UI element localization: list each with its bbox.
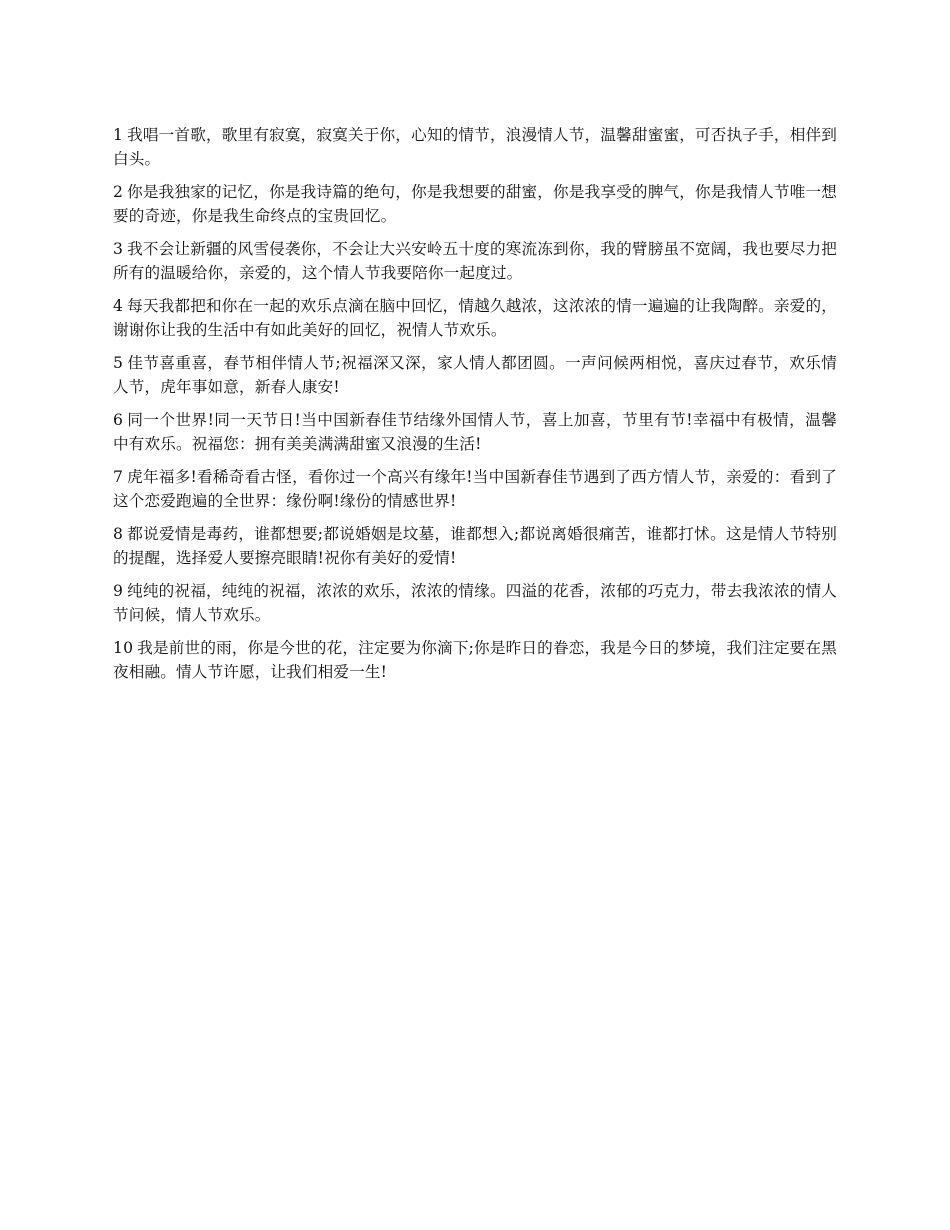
paragraph-number: 7	[113, 468, 124, 486]
paragraph-3	[113, 238, 837, 285]
paragraph-6	[113, 409, 837, 456]
paragraph-number: 9	[113, 582, 124, 600]
paragraph-text: 你是我独家的记忆，你是我诗篇的绝句，你是我想要的甜蜜，你是我享受的脾气，你是我情人节唯一想要的奇迹，你是我生命终点的宝贵回忆。	[113, 183, 837, 225]
paragraph-text: 每天我都把和你在一起的欢乐点滴在脑中回忆，情越久越浓，这浓浓的情一遍遍的让我陶醉。亲爱的，谢谢你让我的生活中有如此美好的回忆，祝情人节欢乐。	[113, 297, 837, 339]
paragraph-number: 6	[113, 411, 124, 429]
paragraph-number: 10	[113, 639, 134, 657]
paragraph-number: 3	[113, 240, 124, 258]
paragraph-text: 都说爱情是毒药，谁都想要;都说婚姻是坟墓，谁都想入;都说离婚很痛苦，谁都打怵。这是情人节特别的提醒，选择爱人要擦亮眼睛!祝你有美好的爱情!	[113, 525, 837, 567]
paragraph-1	[113, 124, 837, 171]
paragraph-number: 4	[113, 297, 124, 315]
paragraph-text: 我不会让新疆的风雪侵袭你，不会让大兴安岭五十度的寒流冻到你，我的臂膀虽不宽阔，我也要尽力把所有的温暖给你，亲爱的，这个情人节我要陪你一起度过。	[113, 240, 837, 282]
paragraph-text: 佳节喜重喜，春节相伴情人节;祝福深又深，家人情人都团圆。一声问候两相悦，喜庆过春节，欢乐情人节，虎年事如意，新春人康安!	[113, 354, 837, 396]
paragraph-8	[113, 523, 837, 570]
paragraph-number: 1	[113, 126, 124, 144]
paragraph-5	[113, 352, 837, 399]
paragraph-number: 5	[113, 354, 124, 372]
paragraph-7	[113, 466, 837, 513]
paragraph-text: 虎年福多!看稀奇看古怪，看你过一个高兴有缘年!当中国新春佳节遇到了西方情人节，亲爱的：看到了这个恋爱跑遍的全世界：缘份啊!缘份的情感世界!	[113, 468, 837, 510]
document-page	[113, 124, 837, 694]
paragraph-number: 2	[113, 183, 124, 201]
paragraph-4	[113, 295, 837, 342]
paragraph-text: 我唱一首歌，歌里有寂寞，寂寞关于你，心知的情节，浪漫情人节，温馨甜蜜蜜，可否执子手，相伴到白头。	[113, 126, 837, 168]
paragraph-2	[113, 181, 837, 228]
paragraph-number: 8	[113, 525, 124, 543]
paragraph-10	[113, 637, 837, 684]
paragraph-text: 纯纯的祝福，纯纯的祝福，浓浓的欢乐，浓浓的情缘。四溢的花香，浓郁的巧克力，带去我浓浓的情人节问候，情人节欢乐。	[113, 582, 837, 624]
paragraph-text: 同一个世界!同一天节日!当中国新春佳节结缘外国情人节，喜上加喜，节里有节!幸福中有极情，温馨中有欢乐。祝福您：拥有美美满满甜蜜又浪漫的生活!	[113, 411, 837, 453]
paragraph-text: 我是前世的雨，你是今世的花，注定要为你滴下;你是昨日的眷恋，我是今日的梦境，我们注定要在黑夜相融。情人节许愿，让我们相爱一生!	[113, 639, 837, 681]
paragraph-9	[113, 580, 837, 627]
